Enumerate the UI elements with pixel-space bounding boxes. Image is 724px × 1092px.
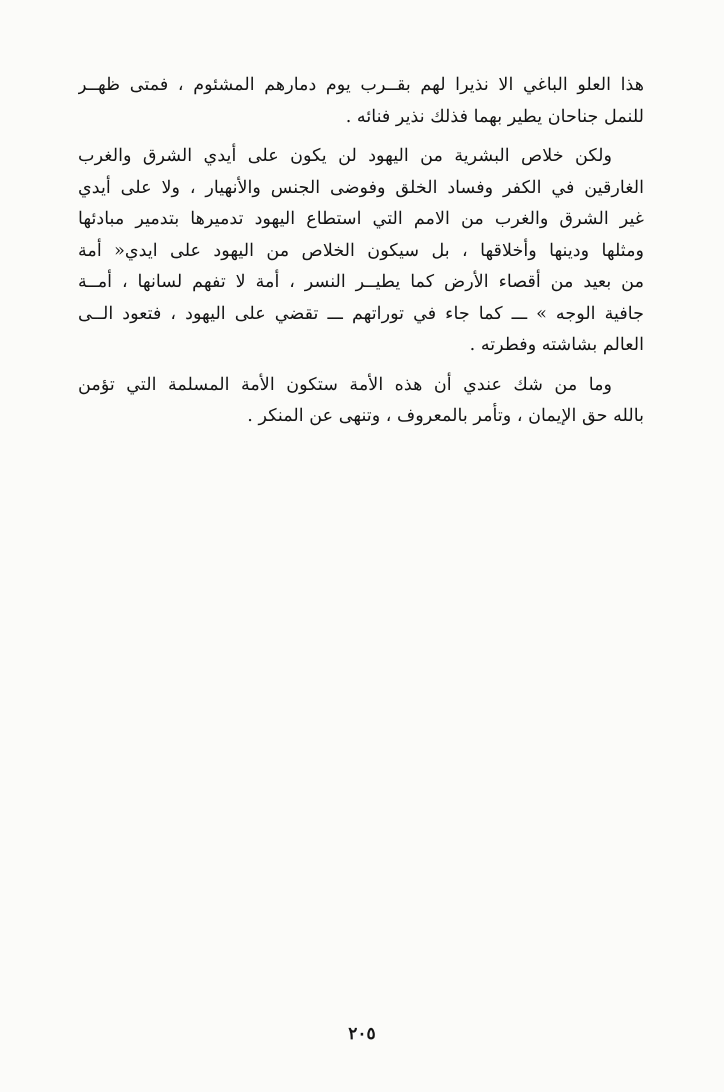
text-line: العالم بشاشته وفطرته . (469, 335, 644, 355)
paragraph-1 (78, 70, 644, 133)
text-line: بالله حق الإيمان ، وتأمر بالمعروف ، وتنهى عن المنكر . (247, 406, 644, 426)
text-line: غير الشرق والغرب من الامم التي استطاع اليهود تدميرها بتدمير مبادئها (78, 209, 644, 229)
paragraph-3 (78, 370, 644, 433)
paragraph-2 (78, 141, 644, 362)
text-line: من بعيد من أقصاء الأرض كما يطيــر النسر ، أمة لا تفهم لسانها ، أمــة (78, 272, 644, 292)
text-line: ولكن خلاص البشرية من اليهود لن يكون على أيدي الشرق والغرب (78, 146, 612, 166)
text-line: للنمل جناحان يطير بهما فذلك نذير فنائه . (345, 106, 644, 127)
page-number: ٢٠٥ (348, 1024, 376, 1044)
text-line: جافية الوجه » ـــ كما جاء في توراتهم ـــ تقضي على اليهود ، فتعود الــى (78, 303, 644, 324)
body-text (78, 70, 644, 433)
text-line: هذا العلو الباغي الا نذيرا لهم بقــرب يوم دمارهم المشئوم ، فمتى ظهــر (78, 75, 644, 95)
text-line: ومثلها ودينها وأخلاقها ، بل سيكون الخلاص من اليهود على ايدي« أمة (78, 240, 644, 261)
text-line: وما من شك عندي أن هذه الأمة ستكون الأمة المسلمة التي تؤمن (78, 374, 612, 395)
text-line: الغارقين في الكفر وفساد الخلق وفوضى الجنس والأنهيار ، ولا على أيدي (78, 177, 644, 198)
